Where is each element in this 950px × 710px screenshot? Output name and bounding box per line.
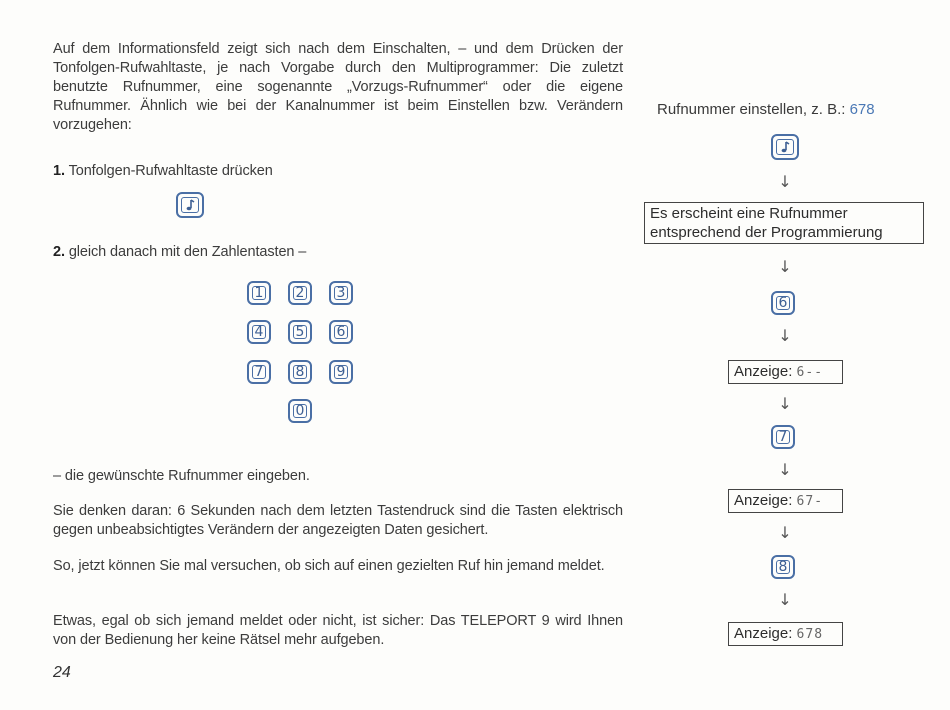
flow-arrow: ↓ <box>778 523 792 542</box>
key-2-label: 2 <box>293 286 307 300</box>
key-1 <box>247 281 271 305</box>
display-readout-2 <box>728 489 843 513</box>
display-info-line-1: Es erscheint eine Rufnummer <box>650 205 848 222</box>
key-4 <box>247 320 271 344</box>
key-4-label: 4 <box>252 325 266 339</box>
key-6 <box>329 320 353 344</box>
key-9 <box>329 360 353 384</box>
key-8 <box>288 360 312 384</box>
display-readout-3 <box>728 622 843 646</box>
paragraph-closing: Etwas, egal ob sich jemand meldet oder nicht, ist sicher: Das TELEPORT 9 wird Ihnen von der Bedienung her keine Rätsel mehr aufgeben. <box>53 613 623 648</box>
paragraph-try-call: So, jetzt können Sie mal versuchen, ob sich auf einen gezielten Ruf hin jemand meldet. <box>53 558 605 574</box>
flow-arrow: ↓ <box>778 460 792 479</box>
flow-arrow: ↓ <box>778 172 792 191</box>
paragraph-lock-info: Sie denken daran: 6 Sekunden nach dem letzten Tastendruck sind die Tasten elektrisch gegen unbeabsichtigtes Verändern der angezeigten Daten gesichert. <box>53 503 623 538</box>
step-1-number: 1. <box>53 163 65 179</box>
key-5-label: 5 <box>293 325 307 339</box>
key-6-step <box>771 291 795 315</box>
flow-arrow: ↓ <box>778 257 792 276</box>
example-title <box>657 101 875 118</box>
display-value-1: 6-- <box>796 365 824 380</box>
key-7-label: 7 <box>252 365 266 379</box>
display-label: Anzeige: <box>734 363 793 380</box>
step-2-number: 2. <box>53 244 65 260</box>
display-label: Anzeige: <box>734 625 793 642</box>
display-readout-1 <box>728 360 843 384</box>
key-6-step-label: 6 <box>776 296 790 310</box>
step-2 <box>53 243 306 262</box>
note-key-icon <box>183 198 197 212</box>
key-6-label: 6 <box>334 325 348 339</box>
display-value-3: 678 <box>796 627 824 642</box>
step-1-text: Tonfolgen-Rufwahltaste drücken <box>68 163 273 179</box>
rufwahl-key-icon <box>176 192 204 218</box>
key-8-step <box>771 555 795 579</box>
flow-arrow: ↓ <box>778 326 792 345</box>
display-info-line-2: entsprechend der Programmierung <box>650 224 883 241</box>
key-3-label: 3 <box>334 286 348 300</box>
key-7 <box>247 360 271 384</box>
key-7-step-label: 7 <box>776 430 790 444</box>
step-1 <box>53 162 273 181</box>
step-2-text: gleich danach mit den Zahlentasten – <box>68 244 307 260</box>
key-5 <box>288 320 312 344</box>
note-key-icon <box>778 140 792 154</box>
key-7-step <box>771 425 795 449</box>
example-title-text: Rufnummer einstellen, z. B.: <box>657 101 850 118</box>
key-2 <box>288 281 312 305</box>
flow-arrow: ↓ <box>778 394 792 413</box>
display-info-box <box>644 202 924 244</box>
key-8-label: 8 <box>293 365 307 379</box>
key-3 <box>329 281 353 305</box>
enter-number-text: – die gewünschte Rufnummer eingeben. <box>53 468 310 484</box>
rufwahl-key-icon <box>771 134 799 160</box>
display-label: Anzeige: <box>734 492 793 509</box>
page-number: 24 <box>53 664 71 681</box>
example-number: 678 <box>849 101 875 118</box>
key-8-step-label: 8 <box>776 560 790 574</box>
key-0-label: 0 <box>293 404 307 418</box>
display-value-2: 67- <box>796 494 824 509</box>
flow-arrow: ↓ <box>778 590 792 609</box>
intro-paragraph: Auf dem Informationsfeld zeigt sich nach dem Einschalten, – und dem Drücken der Tonfolgen-Rufwahltaste, je nach Vorgabe durch den Multiprogrammer: Die zuletzt benutzte Rufnummer, eine sogenannte „Vorzugs-Rufnummer“ oder die eigene Rufnummer. Ähnlich wie bei der Kanalnummer ist beim Einstellen bzw. Verändern vorzugehen: <box>53 41 623 133</box>
key-0 <box>288 399 312 423</box>
key-1-label: 1 <box>252 286 266 300</box>
key-9-label: 9 <box>334 365 348 379</box>
